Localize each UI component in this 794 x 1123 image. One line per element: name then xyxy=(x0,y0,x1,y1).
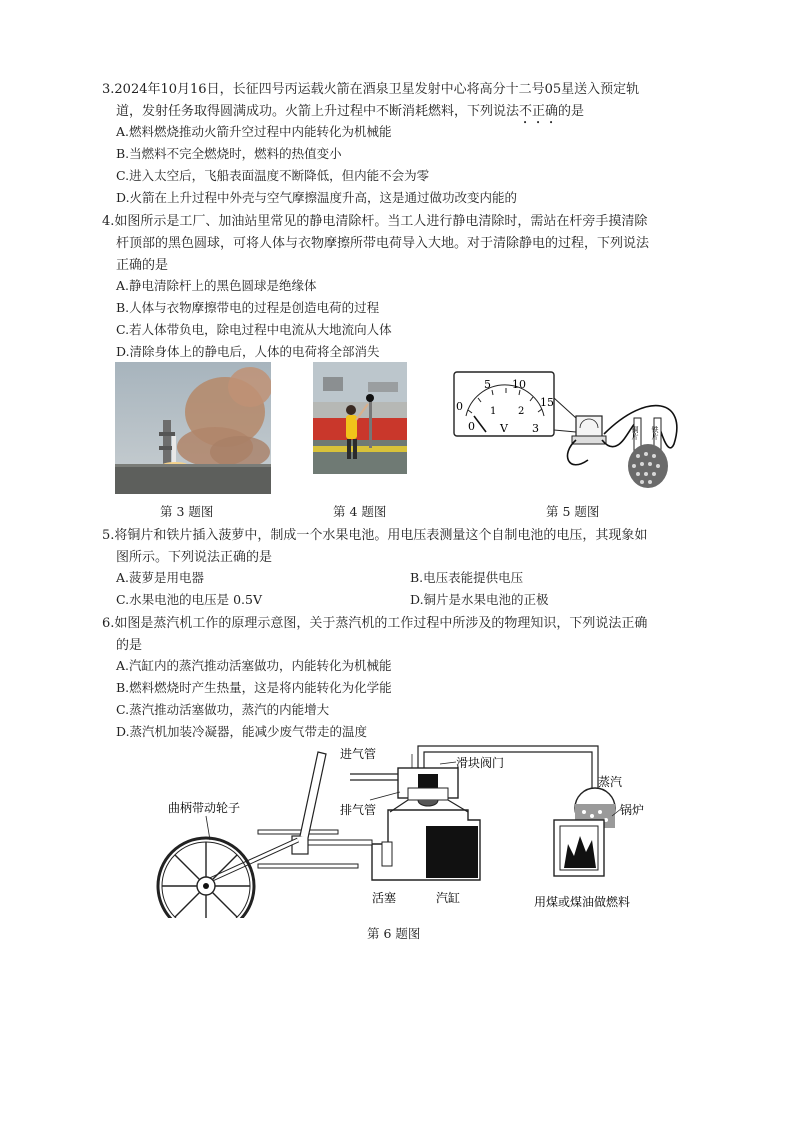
q4-stem-line1: 4.如图所示是工厂、加油站里常见的静电清除杆。当工人进行静电清除时，需站在杆旁手摸清除 xyxy=(102,214,648,229)
voltmeter-fruit-battery xyxy=(448,370,690,492)
fig4-caption: 第 4 题图 xyxy=(333,504,387,519)
rocket-launch-photo xyxy=(115,362,271,494)
q5-option-a[interactable]: A.菠萝是用电器 xyxy=(116,570,205,585)
meter-bottom-tick-1: 1 xyxy=(490,406,497,417)
meter-top-tick-10: 10 xyxy=(512,378,526,391)
meter-unit: V xyxy=(500,422,508,435)
q5-stem-line2: 图所示。下列说法正确的是 xyxy=(116,550,273,565)
q4-option-c[interactable]: C.若人体带负电，除电过程中电流从大地流向人体 xyxy=(116,322,392,337)
q6-option-b[interactable]: B.燃料燃烧时产生热量，这是将内能转化为化学能 xyxy=(116,680,392,695)
fig5-caption: 第 5 题图 xyxy=(546,504,600,519)
meter-top-tick-5: 5 xyxy=(484,378,491,391)
label-cylinder: 汽缸 xyxy=(436,891,461,905)
steam-engine-diagram xyxy=(150,740,670,918)
meter-top-tick-0: 0 xyxy=(456,400,463,413)
q4-option-b[interactable]: B.人体与衣物摩擦带电的过程是创造电荷的过程 xyxy=(116,300,380,315)
q3-option-d[interactable]: D.火箭在上升过程中外壳与空气摩擦温度升高，这是通过做功改变内能的 xyxy=(116,190,518,205)
copper-plate-label: 铜片 xyxy=(631,426,639,440)
q6-option-d[interactable]: D.蒸汽机加装冷凝器，能减少废气带走的温度 xyxy=(116,724,368,739)
q5-stem-line1: 5.将铜片和铁片插入菠萝中，制成一个水果电池。用电压表测量这个自制电池的电压，其现象如 xyxy=(102,528,648,543)
label-crank-wheel: 曲柄带动轮子 xyxy=(168,801,241,815)
iron-plate-label: 铁片 xyxy=(651,426,659,440)
meter-top-tick-15: 15 xyxy=(540,396,554,409)
q5-option-d[interactable]: D.铜片是水果电池的正极 xyxy=(410,592,549,607)
label-intake-pipe: 进气管 xyxy=(340,747,377,761)
q3-stem-line1: 3.2024年10月16日，长征四号丙运载火箭在酒泉卫星发射中心将高分十二号05星送入预定轨 xyxy=(102,82,640,97)
q3-stem-end: 的是 xyxy=(558,104,585,119)
q4-stem-line2: 杆顶部的黑色圆球，可将人体与衣物摩擦所带电荷导入大地。对于清除静电的过程，下列说法 xyxy=(116,236,650,251)
q3-stem-text: 道，发射任务取得圆满成功。火箭上升过程中不断消耗燃料，下列说法 xyxy=(116,104,520,119)
q5-option-c[interactable]: C.水果电池的电压是 0.5V xyxy=(116,592,262,607)
label-piston: 活塞 xyxy=(372,891,397,905)
q3-emphasis: 不正确 xyxy=(519,104,559,119)
meter-bottom-tick-2: 2 xyxy=(518,406,525,417)
q5-option-b[interactable]: B.电压表能提供电压 xyxy=(410,570,524,585)
q6-option-c[interactable]: C.蒸汽推动活塞做功，蒸汽的内能增大 xyxy=(116,702,330,717)
q6-stem-line2: 的是 xyxy=(116,638,143,653)
q3-option-b[interactable]: B.当燃料不完全燃烧时，燃料的热值变小 xyxy=(116,146,342,161)
q4-option-d[interactable]: D.清除身体上的静电后，人体的电荷将全部消失 xyxy=(116,344,380,359)
fig3-caption: 第 3 题图 xyxy=(160,504,214,519)
meter-bottom-tick-0: 0 xyxy=(468,420,475,433)
q3-option-c[interactable]: C.进入太空后，飞船表面温度不断降低，但内能不会为零 xyxy=(116,168,430,183)
q4-option-a[interactable]: A.静电清除杆上的黑色圆球是绝缘体 xyxy=(116,278,317,293)
static-rod-photo xyxy=(313,362,407,474)
q6-stem-line1: 6.如图是蒸汽机工作的原理示意图，关于蒸汽机的工作过程中所涉及的物理知识，下列说法正确 xyxy=(102,616,648,631)
q6-option-a[interactable]: A.汽缸内的蒸汽推动活塞做功，内能转化为机械能 xyxy=(116,658,392,673)
label-exhaust-pipe: 排气管 xyxy=(340,803,377,817)
label-fuel: 用煤或煤油做燃料 xyxy=(534,895,631,909)
q3-option-a[interactable]: A.燃料燃烧推动火箭升空过程中内能转化为机械能 xyxy=(116,124,392,139)
label-boiler: 锅炉 xyxy=(620,803,645,817)
label-steam: 蒸汽 xyxy=(598,775,623,789)
q4-stem-line3: 正确的是 xyxy=(116,258,169,273)
meter-bottom-tick-3: 3 xyxy=(532,422,539,435)
fig6-caption: 第 6 题图 xyxy=(367,926,421,941)
label-slide-valve: 滑块阀门 xyxy=(456,756,505,770)
